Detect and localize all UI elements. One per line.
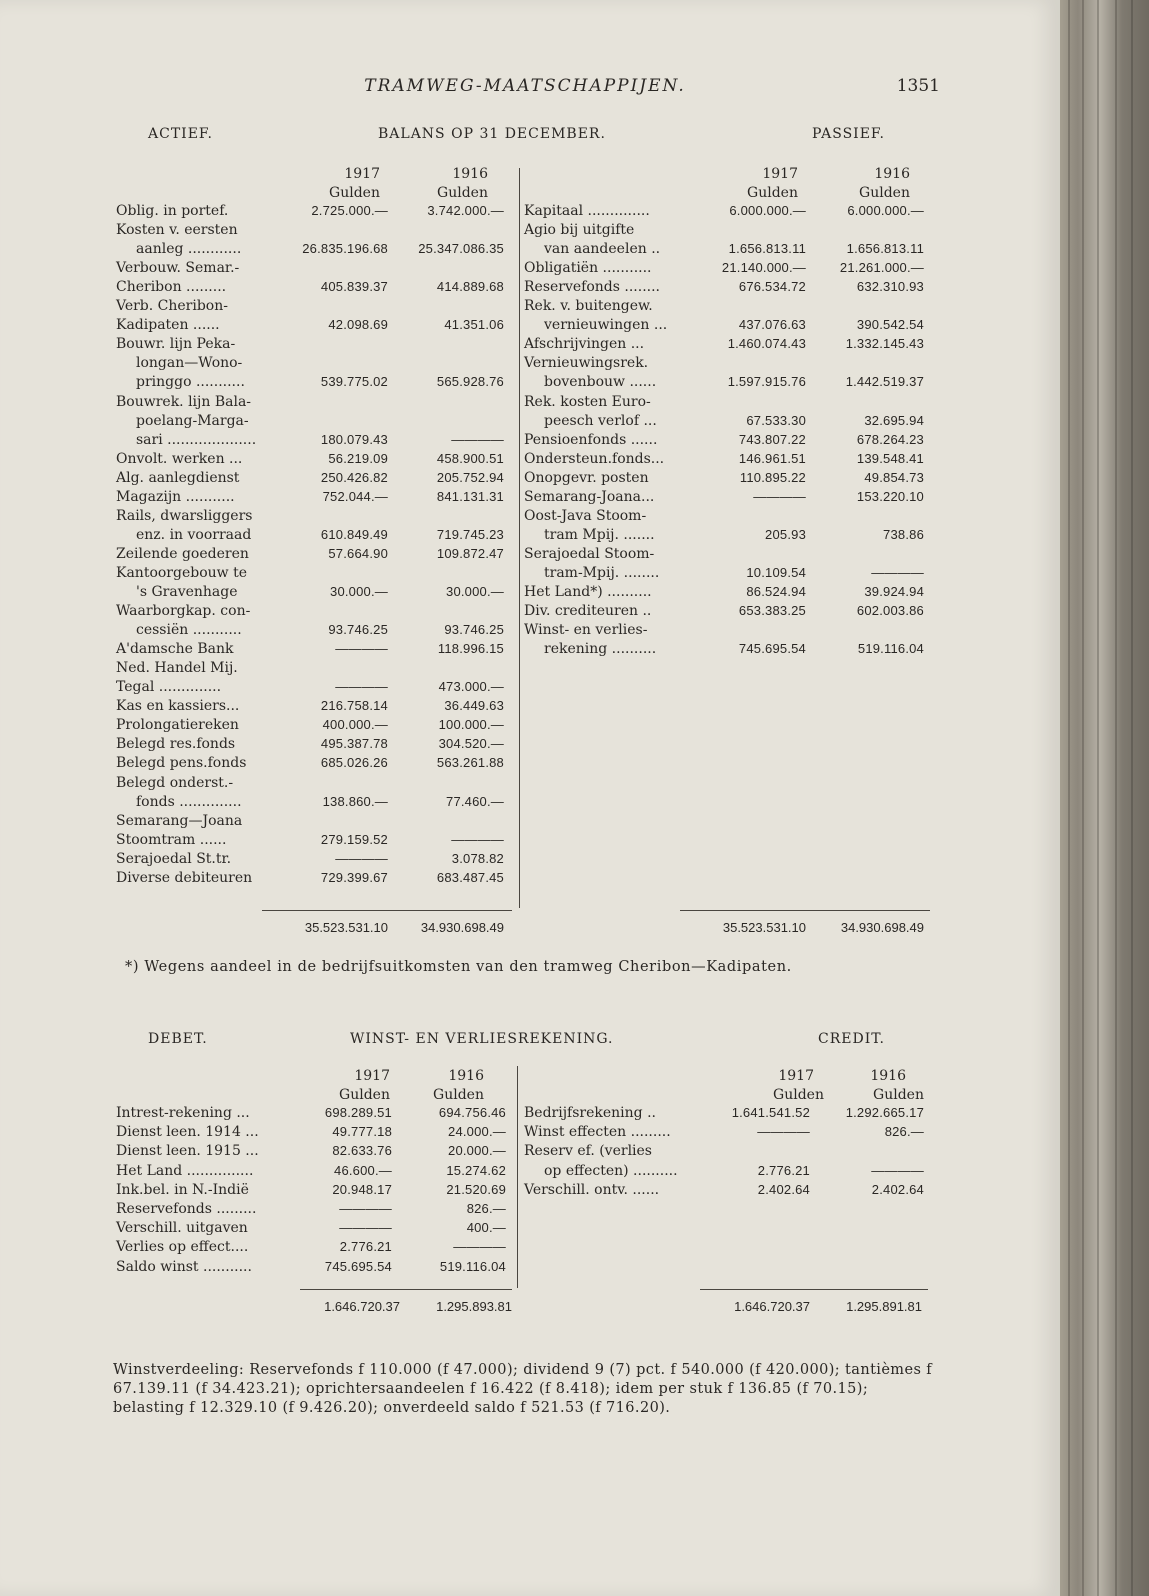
actief-row-value-1916: 36.449.63 — [444, 698, 504, 714]
debet-row-value-1916: 694.756.46 — [438, 1105, 506, 1120]
credit-heading: CREDIT. — [818, 1031, 885, 1047]
credit-row-value-1916: ———— — [871, 1162, 924, 1178]
actief-row-label: Alg. aanlegdienst — [116, 469, 240, 486]
passief-row-label: Oost-Java Stoom- — [524, 507, 647, 524]
book-page-edge — [1060, 0, 1149, 1596]
credit-row-value-1916: 2.402.64 — [871, 1181, 924, 1197]
passief-row-value-1917: 653.383.25 — [738, 603, 806, 619]
actief-row-value-1916: ———— — [451, 831, 504, 847]
actief-row-value-1916: 841.131.31 — [436, 488, 504, 504]
passief-row-value-1916: 21.261.000.— — [839, 260, 924, 276]
passief-row-value-1917: 743.807.22 — [738, 431, 806, 447]
actief-row-value-1917: 30.000.— — [330, 584, 388, 599]
actief-row-value-1916: 93.746.25 — [444, 622, 504, 638]
credit-row-label: Bedrijfsrekening .. — [524, 1105, 656, 1121]
actief-row-value-1916: 565.928.76 — [436, 374, 504, 390]
passief-row-label: peesch verlof ... — [544, 412, 657, 429]
debet-row-value-1917: ———— — [339, 1201, 392, 1216]
actief-row-value-1917: 752.044.— — [322, 488, 388, 504]
passief-row-label: Agio bij uitgifte — [524, 222, 635, 239]
actief-row-label: Cheribon ......... — [116, 279, 227, 296]
passief-row-label: Rek. v. buitengew. — [524, 298, 653, 315]
passief-row-value-1916: 6.000.000.— — [847, 203, 924, 218]
actief-row-value-1917: 279.159.52 — [320, 831, 388, 847]
actief-row-label: Kas en kassiers... — [116, 698, 240, 715]
balans-heading: BALANS OP 31 DECEMBER. — [378, 126, 606, 142]
actief-row-value-1917: 539.775.02 — [320, 374, 388, 390]
actief-row-label: Diverse debiteuren — [116, 869, 253, 886]
actief-row-label: fonds .............. — [136, 793, 242, 810]
actief-row-value-1917: 400.000.— — [322, 717, 388, 733]
passief-row-value-1917: ———— — [753, 488, 806, 504]
passief-total-1917: 35.523.531.10 — [722, 920, 806, 935]
passief-row-value-1917: 437.076.63 — [738, 317, 806, 333]
passief-row-label: Vernieuwingsrek. — [524, 355, 649, 372]
credit-row-value-1917: ———— — [757, 1124, 810, 1140]
passief-row-value-1916: 32.695.94 — [864, 412, 924, 428]
passief-row-value-1917: 745.695.54 — [738, 641, 806, 657]
actief-row-value-1917: ———— — [335, 641, 388, 657]
passief-row-label: Ondersteun.fonds... — [524, 450, 665, 467]
actief-row-value-1917: 610.849.49 — [320, 526, 388, 542]
debet-year-1916: 1916 — [448, 1068, 484, 1084]
passief-row-value-1916: 1.332.145.43 — [845, 336, 924, 352]
passief-total-rule — [680, 910, 930, 911]
credit-total-rule — [700, 1289, 928, 1290]
passief-unit-1917: Gulden — [747, 185, 798, 201]
debet-unit-1916: Gulden — [433, 1087, 484, 1103]
debet-row-value-1916: 519.116.04 — [439, 1258, 506, 1274]
actief-row-value-1917: 138.860.— — [322, 793, 388, 809]
actief-row-label: pringgo ........... — [136, 374, 245, 391]
debet-year-1917: 1917 — [354, 1068, 390, 1084]
actief-row-label: Stoomtram ...... — [116, 831, 227, 848]
actief-row-label: poelang-Marga- — [136, 412, 249, 429]
actief-row-label: Semarang—Joana — [116, 812, 243, 829]
actief-row-label: Kosten v. eersten — [116, 222, 238, 239]
debet-row-label: Verlies op effect.... — [116, 1239, 249, 1256]
actief-row-value-1917: 685.026.26 — [320, 755, 388, 771]
actief-total-rule — [262, 910, 512, 911]
actief-total-1917: 35.523.531.10 — [304, 920, 388, 935]
debet-row-value-1917: 2.776.21 — [339, 1239, 392, 1255]
debet-row-value-1916: ———— — [453, 1239, 506, 1255]
passief-row-value-1916: 602.003.86 — [856, 603, 924, 619]
actief-row-value-1916: 304.520.— — [438, 736, 504, 752]
debet-unit-1917: Gulden — [339, 1087, 390, 1103]
passief-row-value-1916: ———— — [871, 564, 924, 580]
passief-row-label: Obligatiën ........... — [524, 260, 652, 277]
actief-row-value-1917: 495.387.78 — [320, 736, 388, 752]
passief-row-value-1916: 519.116.04 — [857, 641, 924, 657]
actief-row-value-1917: 93.746.25 — [328, 622, 388, 638]
debet-row-label: Intrest-rekening ... — [116, 1105, 250, 1121]
debet-row-value-1917: ———— — [339, 1220, 392, 1236]
actief-row-label: Ned. Handel Mij. — [116, 660, 238, 677]
passief-row-value-1916: 153.220.10 — [856, 488, 924, 504]
actief-row-label: Waarborgkap. con- — [116, 603, 251, 620]
passief-row-label: Reservefonds ........ — [524, 279, 661, 296]
debet-row-value-1917: 49.777.18 — [332, 1124, 392, 1140]
actief-row-label: Serajoedal St.tr. — [116, 850, 232, 867]
winst-heading: WINST- EN VERLIESREKENING. — [350, 1031, 614, 1047]
actief-row-value-1917: 26.835.196.68 — [302, 241, 388, 257]
actief-row-value-1917: 729.399.67 — [320, 869, 388, 885]
actief-row-value-1917: 405.839.37 — [320, 279, 388, 295]
passief-row-value-1916: 1.656.813.11 — [846, 241, 924, 257]
passief-row-label: Kapitaal .............. — [524, 203, 650, 219]
debet-row-value-1916: 15.274.62 — [446, 1162, 506, 1178]
actief-row-value-1916: 473.000.— — [438, 679, 504, 695]
credit-total-1917: 1.646.720.37 — [734, 1299, 810, 1314]
debet-row-value-1916: 24.000.— — [448, 1124, 506, 1140]
actief-row-value-1916: 563.261.88 — [436, 755, 504, 771]
actief-row-label: Belegd pens.fonds — [116, 755, 247, 772]
passief-row-label: vernieuwingen ... — [544, 317, 668, 334]
actief-row-value-1917: 250.426.82 — [320, 469, 388, 485]
passief-row-value-1917: 86.524.94 — [746, 584, 806, 599]
actief-year-1917: 1917 — [344, 166, 380, 182]
passief-row-value-1917: 1.460.074.43 — [727, 336, 806, 352]
passief-row-value-1917: 205.93 — [765, 526, 806, 542]
debet-row-value-1917: 745.695.54 — [324, 1258, 392, 1274]
winstverdeeling-paragraph: Winstverdeeling: Reservefonds f 110.000 (f 47.000); dividend 9 (7) pct. f 540.000 (f 420.000); tantièmes f 67.139.11 (f 34.423.21); oprichtersaandeelen f 16.422 (f 8.418); idem per stuk f 136.85 (f 70.15); belasting f 12.329.10 (f 9.426.20); onverdeeld saldo f 521.53 (f 716.20). — [113, 1362, 933, 1416]
passief-row-label: van aandeelen .. — [544, 241, 661, 258]
debet-row-value-1917: 698.289.51 — [324, 1105, 392, 1120]
passief-row-value-1916: 632.310.93 — [856, 279, 924, 295]
credit-row-label: Reserv ef. (verlies — [524, 1143, 652, 1160]
passief-row-value-1916: 390.542.54 — [856, 317, 924, 333]
actief-row-value-1916: 25.347.086.35 — [418, 241, 504, 257]
credit-year-1916: 1916 — [870, 1068, 906, 1084]
passief-row-value-1916: 39.924.94 — [864, 584, 924, 599]
actief-row-label: Onvolt. werken ... — [116, 450, 243, 467]
actief-row-label: Prolongatiereken — [116, 717, 239, 734]
actief-row-value-1916: 77.460.— — [446, 793, 504, 809]
passief-heading: PASSIEF. — [812, 126, 885, 142]
debet-row-value-1916: 20.000.— — [448, 1143, 506, 1159]
actief-total-1916: 34.930.698.49 — [420, 920, 504, 935]
actief-row-value-1916: 3.742.000.— — [427, 203, 504, 218]
passief-row-label: Div. crediteuren .. — [524, 603, 652, 620]
actief-row-value-1917: ———— — [335, 679, 388, 695]
passief-row-value-1916: 49.854.73 — [864, 469, 924, 485]
actief-row-label: longan—Wono- — [136, 355, 243, 372]
passief-total-1916: 34.930.698.49 — [840, 920, 924, 935]
passief-row-label: Pensioenfonds ...... — [524, 431, 658, 448]
credit-row-label: Winst effecten ......... — [524, 1124, 671, 1141]
actief-row-label: Rails, dwarsliggers — [116, 507, 253, 524]
actief-row-value-1916: 30.000.— — [446, 584, 504, 599]
actief-row-value-1917: 180.079.43 — [320, 431, 388, 447]
debet-row-label: Het Land ............... — [116, 1162, 254, 1179]
actief-row-value-1917: 57.664.90 — [328, 545, 388, 561]
passief-row-value-1916: 1.442.519.37 — [845, 374, 924, 390]
debet-row-label: Saldo winst ........... — [116, 1258, 252, 1275]
debet-total-1916: 1.295.893.81 — [436, 1299, 512, 1314]
actief-row-label: Oblig. in portef. — [116, 203, 229, 219]
credit-row-label: Verschill. ontv. ...... — [524, 1181, 660, 1198]
actief-unit-1917: Gulden — [329, 185, 380, 201]
actief-row-label: Kantoorgebouw te — [116, 564, 247, 581]
passief-row-label: Onopgevr. posten — [524, 469, 649, 486]
passief-row-label: bovenbouw ...... — [544, 374, 657, 391]
debet-row-value-1916: 400.— — [466, 1220, 506, 1236]
credit-total-1916: 1.295.891.81 — [846, 1299, 922, 1314]
actief-row-label: cessiën ........... — [136, 622, 242, 639]
passief-row-value-1917: 146.961.51 — [738, 450, 806, 466]
actief-row-label: Bouwrek. lijn Bala- — [116, 393, 252, 410]
passief-row-value-1917: 10.109.54 — [746, 564, 806, 580]
debet-row-label: Dienst leen. 1914 ... — [116, 1124, 259, 1141]
winst-divider — [517, 1066, 518, 1288]
passief-row-value-1917: 6.000.000.— — [729, 203, 806, 218]
debet-row-value-1916: 21.520.69 — [446, 1181, 506, 1197]
actief-unit-1916: Gulden — [437, 185, 488, 201]
actief-row-label: 's Gravenhage — [136, 584, 238, 600]
credit-row-label: op effecten) .......... — [544, 1162, 678, 1179]
passief-year-1917: 1917 — [762, 166, 798, 182]
page-title: TRAMWEG-MAATSCHAPPIJEN. — [364, 76, 686, 96]
passief-row-value-1917: 1.656.813.11 — [728, 241, 806, 257]
debet-row-label: Verschill. uitgaven — [116, 1220, 248, 1237]
actief-row-label: Belegd res.fonds — [116, 736, 236, 753]
actief-row-label: Verbouw. Semar.- — [116, 260, 240, 277]
actief-row-value-1916: 41.351.06 — [444, 317, 504, 333]
actief-row-label: A'damsche Bank — [116, 641, 234, 658]
passief-row-value-1917: 676.534.72 — [738, 279, 806, 295]
debet-row-label: Reservefonds ......... — [116, 1201, 257, 1217]
passief-row-label: Serajoedal Stoom- — [524, 545, 655, 562]
passief-row-value-1917: 1.597.915.76 — [727, 374, 806, 390]
debet-row-value-1917: 46.600.— — [334, 1162, 392, 1178]
actief-row-label: aanleg ............ — [136, 241, 242, 258]
credit-unit-1916: Gulden — [873, 1087, 924, 1103]
passief-row-value-1917: 67.533.30 — [746, 412, 806, 428]
actief-row-value-1917: 216.758.14 — [320, 698, 388, 714]
actief-row-label: Zeilende goederen — [116, 545, 249, 562]
credit-row-value-1917: 2.402.64 — [757, 1181, 810, 1197]
passief-row-value-1916: 678.264.23 — [856, 431, 924, 447]
actief-row-value-1916: 458.900.51 — [436, 450, 504, 466]
page-number: 1351 — [896, 76, 940, 96]
actief-row-value-1916: 414.889.68 — [436, 279, 504, 295]
passief-row-label: tram Mpij. ....... — [544, 526, 655, 543]
actief-row-label: Tegal .............. — [116, 679, 222, 696]
passief-year-1916: 1916 — [874, 166, 910, 182]
credit-row-value-1917: 2.776.21 — [757, 1162, 810, 1178]
actief-year-1916: 1916 — [452, 166, 488, 182]
actief-row-value-1916: 205.752.94 — [436, 469, 504, 485]
actief-row-value-1916: 100.000.— — [438, 717, 504, 733]
actief-row-value-1917: 56.219.09 — [328, 450, 388, 466]
passief-row-label: Winst- en verlies- — [524, 622, 648, 639]
balans-divider — [519, 168, 520, 908]
passief-row-label: Semarang-Joana... — [524, 488, 655, 505]
debet-heading: DEBET. — [148, 1031, 208, 1047]
debet-row-label: Ink.bel. in N.-Indië — [116, 1181, 249, 1198]
actief-row-value-1917: 42.098.69 — [328, 317, 388, 333]
passief-row-label: rekening .......... — [544, 641, 657, 658]
actief-row-value-1917: 2.725.000.— — [311, 203, 388, 218]
passief-row-value-1917: 110.895.22 — [739, 469, 806, 485]
debet-total-rule — [300, 1289, 512, 1290]
debet-row-value-1917: 20.948.17 — [332, 1181, 392, 1197]
actief-row-label: sari .................... — [136, 431, 257, 448]
actief-row-value-1916: 683.487.45 — [436, 869, 504, 885]
debet-row-value-1916: 826.— — [466, 1201, 506, 1216]
passief-row-value-1916: 738.86 — [883, 526, 924, 542]
passief-row-value-1917: 21.140.000.— — [721, 260, 806, 276]
actief-row-label: Belegd onderst.- — [116, 774, 234, 791]
credit-row-value-1917: 1.641.541.52 — [731, 1105, 810, 1120]
credit-unit-1917: Gulden — [773, 1087, 824, 1103]
actief-row-label: Kadipaten ...... — [116, 317, 220, 334]
credit-row-value-1916: 1.292.665.17 — [845, 1105, 924, 1120]
debet-row-label: Dienst leen. 1915 ... — [116, 1143, 259, 1160]
credit-year-1917: 1917 — [778, 1068, 814, 1084]
actief-row-value-1917: ———— — [335, 850, 388, 866]
passief-row-label: Het Land*) .......... — [524, 584, 652, 600]
passief-row-value-1916: 139.548.41 — [856, 450, 924, 466]
credit-row-value-1916: 826.— — [884, 1124, 924, 1140]
actief-row-value-1916: ———— — [451, 431, 504, 447]
actief-row-value-1916: 719.745.23 — [436, 526, 504, 542]
passief-row-label: tram-Mpij. ........ — [544, 564, 660, 581]
actief-row-value-1916: 109.872.47 — [436, 545, 504, 561]
passief-row-label: Rek. kosten Euro- — [524, 393, 651, 410]
actief-heading: ACTIEF. — [148, 126, 213, 142]
debet-row-value-1917: 82.633.76 — [332, 1143, 392, 1159]
footnote: *) Wegens aandeel in de bedrijfsuitkomsten van den tramweg Cheribon—Kadipaten. — [125, 959, 792, 975]
debet-total-1917: 1.646.720.37 — [324, 1299, 400, 1314]
actief-row-label: enz. in voorraad — [136, 526, 252, 543]
passief-unit-1916: Gulden — [859, 185, 910, 201]
actief-row-label: Magazijn ........... — [116, 488, 235, 505]
actief-row-label: Verb. Cheribon- — [116, 298, 228, 315]
actief-row-value-1916: 3.078.82 — [451, 850, 504, 866]
passief-row-label: Afschrijvingen ... — [524, 336, 645, 353]
actief-row-value-1916: 118.996.15 — [437, 641, 504, 657]
actief-row-label: Bouwr. lijn Peka- — [116, 336, 236, 353]
